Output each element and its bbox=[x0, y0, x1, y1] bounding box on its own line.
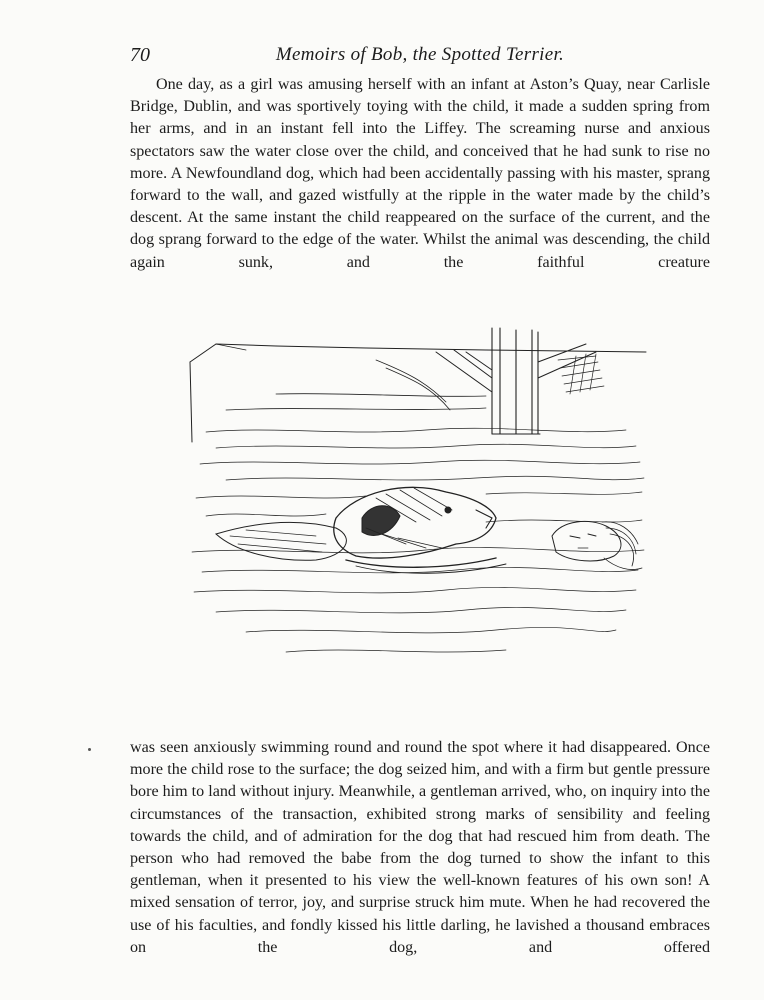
page-number: 70 bbox=[130, 44, 150, 66]
stray-ink-mark bbox=[88, 748, 91, 751]
paragraph-top: One day, as a girl was amusing herself with an infant at Aston’s Quay, near Carlisle Bridge, Dublin, and was sportively toying with the child, it made a sudden spring from her arms, and in an instant fell into the Liffey. The screaming nurse and anxious spectators saw the water close over the child, and conceived that he had sunk to rise no more. A Newfoundland dog, which had been accidentally passing with his master, sprang forward to the wall, and gazed wistfully at the ripple in the water made by the child’s descent. At the same instant the child reappeared on the surface of the current, and the dog sprang forward to the edge of the water. Whilst the animal was descending, the child again sunk, and the faithful creature bbox=[130, 76, 710, 271]
paragraph-bottom: was seen anxiously swimming round and round the spot where it had disappeared. Once more the child rose to the surface; the dog seized him, and with a firm but gentle pressure bore him to land without injury. Meanwhile, a gentleman arrived, who, on inquiry into the circumstances of the transaction, exhibited strong marks of sensibility and feeling towards the child, and of admiration for the dog that had rescued him from death. The person who had removed the babe from the dog turned to show the infant to this gentleman, when it presented to his view the well-known features of his own son! A mixed sensation of terror, joy, and surprise struck him mute. When he had recovered the use of his faculties, and fondly kissed his little darling, he lavished a thousand embraces on the dog, and offered bbox=[130, 739, 710, 956]
running-title: Memoirs of Bob, the Spotted Terrier. bbox=[275, 44, 565, 65]
text-block-top bbox=[130, 74, 710, 274]
text-block-bottom bbox=[130, 737, 710, 959]
illustration-dog-rescuing-child bbox=[186, 322, 650, 666]
page-header bbox=[130, 44, 710, 72]
